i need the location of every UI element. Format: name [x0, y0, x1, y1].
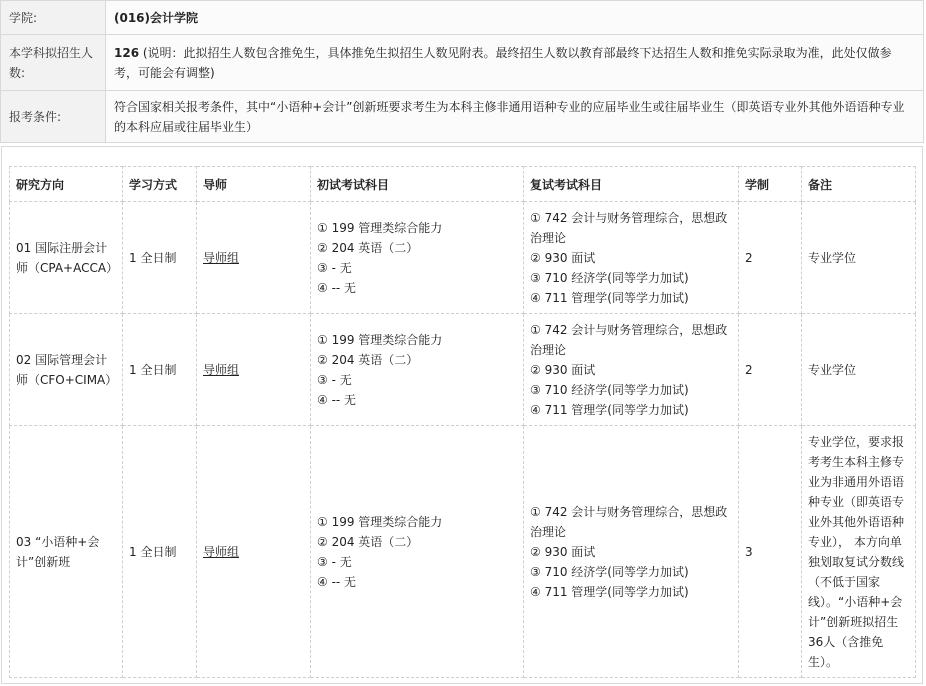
quota-number: 126 — [114, 45, 140, 60]
retest-item: ② 930 面试 — [530, 362, 596, 377]
note-cell: 专业学位，要求报考考生本科主修专业为非通用外语语种专业（即英语专业外其他外语语种专业）， 本方向单独划取复试分数线（不低于国家线）。“小语种+会计”创新班拟招生36人（含推免生）。 — [802, 426, 916, 678]
header-direction: 研究方向 — [10, 167, 123, 202]
header-tutor: 导师 — [197, 167, 311, 202]
table-row — [10, 426, 916, 678]
tutor-link[interactable]: 导师组 — [203, 250, 240, 265]
exam-item: ③ - 无 — [317, 260, 352, 275]
college-label: 学院: — [1, 1, 106, 35]
header-years: 学制 — [739, 167, 802, 202]
retest-item: ① 742 会计与财务管理综合，思想政治理论 — [530, 504, 728, 539]
exam-item: ② 204 英语（二） — [317, 534, 419, 549]
header-mode: 学习方式 — [123, 167, 197, 202]
exam-item: ③ - 无 — [317, 554, 352, 569]
retest-item: ③ 710 经济学(同等学力加试) — [530, 270, 689, 285]
tutor-link[interactable]: 导师组 — [203, 544, 240, 559]
exam-item: ② 204 英语（二） — [317, 240, 419, 255]
retest-item: ③ 710 经济学(同等学力加试) — [530, 564, 689, 579]
quota-note: (说明：此拟招生人数包含推免生，具体推免生拟招生人数见附表。最终招生人数以教育部最终下达招生人数和推免实际录取为准，此处仅做参考，可能会有调整) — [114, 45, 892, 80]
header-note: 备注 — [802, 167, 916, 202]
retest-item: ③ 710 经济学(同等学力加试) — [530, 382, 689, 397]
retest-item: ② 930 面试 — [530, 544, 596, 559]
exam-cell — [311, 202, 524, 314]
direction-cell: 03 “小语种+会计”创新班 — [10, 426, 123, 678]
exam-cell — [311, 426, 524, 678]
exam-cell — [311, 314, 524, 426]
program-info-table — [0, 0, 924, 143]
tutor-link[interactable]: 导师组 — [203, 362, 240, 377]
mode-cell: 1 全日制 — [123, 426, 197, 678]
table-row — [10, 202, 916, 314]
retest-item: ② 930 面试 — [530, 250, 596, 265]
retest-item: ④ 711 管理学(同等学力加试) — [530, 402, 689, 417]
table-row — [10, 314, 916, 426]
header-exam: 初试考试科目 — [311, 167, 524, 202]
quota-value — [106, 35, 924, 91]
retest-item: ① 742 会计与财务管理综合，思想政治理论 — [530, 210, 728, 245]
mode-cell: 1 全日制 — [123, 314, 197, 426]
years-cell: 2 — [739, 202, 802, 314]
note-cell: 专业学位 — [802, 314, 916, 426]
years-cell: 3 — [739, 426, 802, 678]
retest-item: ④ 711 管理学(同等学力加试) — [530, 584, 689, 599]
retest-item: ① 742 会计与财务管理综合，思想政治理论 — [530, 322, 728, 357]
condition-label: 报考条件: — [1, 91, 106, 143]
tutor-cell — [197, 426, 311, 678]
note-cell: 专业学位 — [802, 202, 916, 314]
exam-item: ④ -- 无 — [317, 280, 357, 295]
exam-item: ① 199 管理类综合能力 — [317, 514, 443, 529]
retest-cell — [524, 202, 739, 314]
exam-item: ③ - 无 — [317, 372, 352, 387]
exam-item: ④ -- 无 — [317, 392, 357, 407]
retest-cell — [524, 426, 739, 678]
exam-item: ② 204 英语（二） — [317, 352, 419, 367]
exam-item: ④ -- 无 — [317, 574, 357, 589]
header-retest: 复试考试科目 — [524, 167, 739, 202]
college-value: (016)会计学院 — [106, 1, 924, 35]
mode-cell: 1 全日制 — [123, 202, 197, 314]
retest-cell — [524, 314, 739, 426]
tutor-cell — [197, 202, 311, 314]
exam-item: ① 199 管理类综合能力 — [317, 332, 443, 347]
quota-label: 本学科拟招生人数: — [1, 35, 106, 91]
years-cell: 2 — [739, 314, 802, 426]
table-header-row — [10, 167, 916, 202]
direction-cell: 02 国际管理会计师（CFO+CIMA） — [10, 314, 123, 426]
condition-value: 符合国家相关报考条件，其中“小语种+会计”创新班要求考生为本科主修非通用语种专业的应届毕业生或往届毕业生（即英语专业外其他外语语种专业的本科应届或往届毕业生） — [106, 91, 924, 143]
directions-table — [9, 166, 916, 678]
tutor-cell — [197, 314, 311, 426]
exam-item: ① 199 管理类综合能力 — [317, 220, 443, 235]
direction-cell: 01 国际注册会计师（CPA+ACCA） — [10, 202, 123, 314]
retest-item: ④ 711 管理学(同等学力加试) — [530, 290, 689, 305]
